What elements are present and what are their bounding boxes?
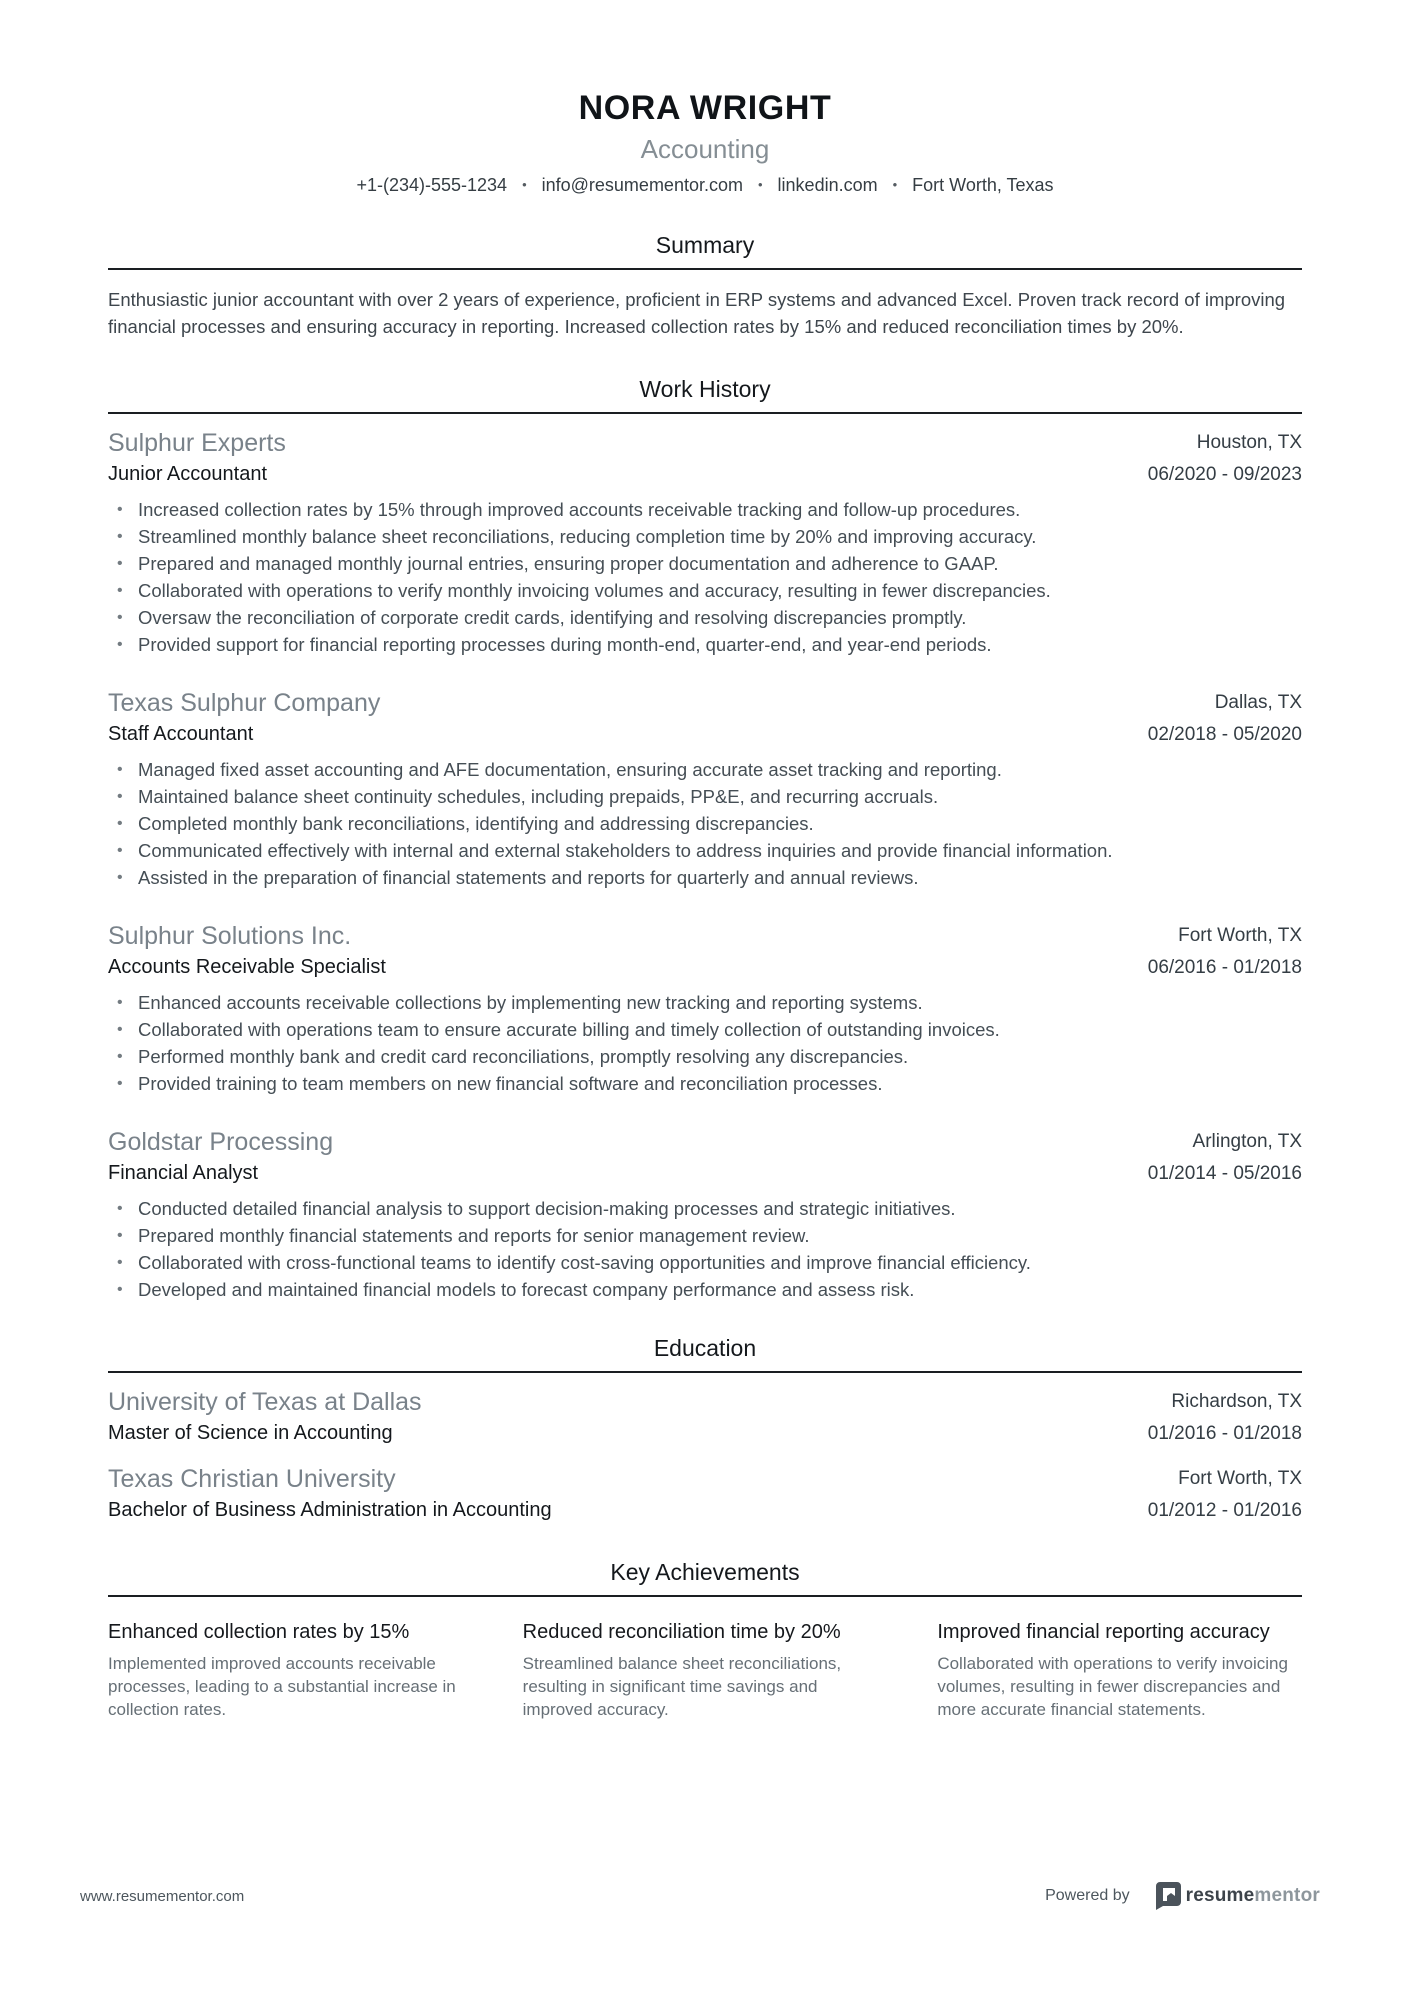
company-name: Goldstar Processing bbox=[108, 1128, 334, 1156]
footer-site-link[interactable]: www.resumementor.com bbox=[80, 1887, 245, 1905]
entry-dates: 06/2020 - 09/2023 bbox=[1147, 464, 1302, 485]
resumementor-logo-text: resumementor bbox=[1185, 1885, 1320, 1906]
job-bullet: • Enhanced accounts receivable collections by implementing new tracking and reporting systems. bbox=[108, 989, 1302, 1016]
entry-dates: 06/2016 - 01/2018 bbox=[1147, 957, 1302, 978]
job-entry bbox=[108, 688, 1302, 891]
contact-separator-dot: • bbox=[522, 177, 527, 192]
job-entry-right bbox=[1148, 1127, 1302, 1186]
degree-name: Master of Science in Accounting bbox=[108, 1422, 393, 1444]
section-divider bbox=[108, 1371, 1302, 1373]
education-entry bbox=[108, 1464, 1302, 1523]
job-bullet: • Maintained balance sheet continuity schedules, including prepaids, PP&E, and recurring accruals. bbox=[108, 783, 1302, 810]
section-divider bbox=[108, 412, 1302, 414]
job-bullet: • Conducted detailed financial analysis to support decision-making processes and strategic initiatives. bbox=[108, 1195, 1302, 1222]
education-entry bbox=[108, 1387, 1302, 1446]
job-bullet: • Increased collection rates by 15% through improved accounts receivable tracking and follow-up procedures. bbox=[108, 496, 1302, 523]
education-entry-head bbox=[108, 1464, 1302, 1523]
contact-item: +1-(234)-555-1234 bbox=[356, 175, 508, 195]
entry-location: Fort Worth, TX bbox=[1178, 925, 1302, 946]
entry-location: Richardson, TX bbox=[1171, 1391, 1302, 1412]
job-bullet: • Collaborated with operations team to ensure accurate billing and timely collection of outstanding invoices. bbox=[108, 1016, 1302, 1043]
footer-branding bbox=[1045, 1882, 1320, 1910]
company-name: Texas Sulphur Company bbox=[108, 689, 381, 717]
achievement-title: Enhanced collection rates by 15% bbox=[108, 1621, 410, 1643]
school-name: Texas Christian University bbox=[108, 1465, 396, 1493]
candidate-name: NORA WRIGHT bbox=[578, 89, 832, 127]
contact-line bbox=[108, 174, 1302, 196]
job-entry-right bbox=[1148, 921, 1302, 980]
job-bullet: • Developed and maintained financial models to forecast company performance and assess risk. bbox=[108, 1276, 1302, 1303]
education-entries bbox=[108, 1387, 1302, 1523]
entry-dates: 01/2016 - 01/2018 bbox=[1147, 1423, 1302, 1444]
entry-dates: 02/2018 - 05/2020 bbox=[1147, 724, 1302, 745]
job-title: Staff Accountant bbox=[108, 723, 254, 745]
summary-section-title: Summary bbox=[655, 232, 755, 258]
job-entry-right bbox=[1148, 688, 1302, 747]
job-bullet: • Provided training to team members on new financial software and reconciliation processes. bbox=[108, 1070, 1302, 1097]
job-bullet: • Collaborated with operations to verify monthly invoicing volumes and accuracy, resulting in fewer discrepancies. bbox=[108, 577, 1302, 604]
job-bullet: • Streamlined monthly balance sheet reconciliations, reducing completion time by 20% and improving accuracy. bbox=[108, 523, 1302, 550]
job-bullet: • Performed monthly bank and credit card reconciliations, promptly resolving any discrepancies. bbox=[108, 1043, 1302, 1070]
resume-header bbox=[108, 88, 1302, 196]
job-bullet-list bbox=[108, 756, 1302, 891]
job-entry-left bbox=[108, 688, 380, 747]
job-entry-head bbox=[108, 428, 1302, 487]
entry-location: Fort Worth, TX bbox=[1178, 1468, 1302, 1489]
job-entry-left bbox=[108, 921, 386, 980]
education-entry-left bbox=[108, 1464, 552, 1523]
section-summary bbox=[108, 230, 1302, 340]
achievement-title: Reduced reconciliation time by 20% bbox=[522, 1621, 841, 1643]
job-entry-head bbox=[108, 1127, 1302, 1186]
job-bullet: • Oversaw the reconciliation of corporate credit cards, identifying and resolving discrepancies promptly. bbox=[108, 604, 1302, 631]
candidate-role: Accounting bbox=[640, 134, 770, 164]
achievement-title: Improved financial reporting accuracy bbox=[937, 1621, 1270, 1643]
summary-text: Enthusiastic junior accountant with over 2 years of experience, proficient in ERP systems and advanced Excel. Proven track record of improving financial processes and ensuring accuracy in reporting. Increased collection rates by 15% and reduced reconciliation times by 20%. bbox=[108, 289, 1286, 337]
job-entry-left bbox=[108, 1127, 333, 1186]
resumementor-logo[interactable] bbox=[1156, 1882, 1320, 1910]
achievement-card bbox=[108, 1619, 473, 1721]
job-title: Financial Analyst bbox=[108, 1162, 259, 1184]
job-bullet: • Collaborated with cross-functional teams to identify cost-saving opportunities and improve financial efficiency. bbox=[108, 1249, 1302, 1276]
section-key-achievements bbox=[108, 1557, 1302, 1721]
section-education bbox=[108, 1333, 1302, 1523]
job-entry-head bbox=[108, 688, 1302, 747]
company-name: Sulphur Experts bbox=[108, 429, 286, 457]
education-entry-left bbox=[108, 1387, 422, 1446]
job-bullet: • Managed fixed asset accounting and AFE documentation, ensuring accurate asset tracking and reporting. bbox=[108, 756, 1302, 783]
job-entry-head bbox=[108, 921, 1302, 980]
achievement-card bbox=[523, 1619, 888, 1721]
job-bullet: • Prepared and managed monthly journal entries, ensuring proper documentation and adherence to GAAP. bbox=[108, 550, 1302, 577]
degree-name: Bachelor of Business Administration in Accounting bbox=[108, 1499, 552, 1521]
contact-separator-dot: • bbox=[757, 177, 763, 192]
job-bullet: • Assisted in the preparation of financial statements and reports for quarterly and annual reviews. bbox=[108, 864, 1302, 891]
achievement-body: Streamlined balance sheet reconciliations, resulting in significant time savings and improved accuracy. bbox=[522, 1654, 842, 1719]
achievement-card bbox=[937, 1619, 1302, 1721]
contact-separator-dot: • bbox=[892, 177, 898, 192]
entry-location: Arlington, TX bbox=[1192, 1131, 1302, 1152]
resumementor-logo-icon bbox=[1156, 1882, 1181, 1910]
achievement-body: Implemented improved accounts receivable processes, leading to a substantial increase in collection rates. bbox=[108, 1654, 456, 1719]
contact-item: Fort Worth, Texas bbox=[912, 175, 1054, 195]
job-bullet-list bbox=[108, 989, 1302, 1097]
education-entry-head bbox=[108, 1387, 1302, 1446]
work-history-entries bbox=[108, 428, 1302, 1303]
entry-dates: 01/2014 - 05/2016 bbox=[1147, 1163, 1302, 1184]
education-entry-right bbox=[1148, 1387, 1302, 1446]
section-divider bbox=[108, 1595, 1302, 1597]
contact-item[interactable]: linkedin.com bbox=[777, 175, 878, 195]
job-entry bbox=[108, 921, 1302, 1097]
page-footer bbox=[80, 1882, 1320, 1910]
entry-location: Dallas, TX bbox=[1214, 692, 1302, 713]
entry-location: Houston, TX bbox=[1196, 432, 1302, 453]
job-title: Junior Accountant bbox=[108, 463, 267, 485]
job-bullet-list bbox=[108, 1195, 1302, 1303]
job-entry-left bbox=[108, 428, 286, 487]
job-title: Accounts Receivable Specialist bbox=[108, 956, 386, 978]
work-history-section-title: Work History bbox=[639, 376, 771, 402]
company-name: Sulphur Solutions Inc. bbox=[108, 922, 352, 950]
job-entry bbox=[108, 1127, 1302, 1303]
contact-item[interactable]: info@resumementor.com bbox=[541, 175, 743, 195]
job-bullet: • Completed monthly bank reconciliations, identifying and addressing discrepancies. bbox=[108, 810, 1302, 837]
job-bullet: • Prepared monthly financial statements and reports for senior management review. bbox=[108, 1222, 1302, 1249]
powered-by-label: Powered by bbox=[1045, 1887, 1130, 1904]
school-name: University of Texas at Dallas bbox=[108, 1388, 422, 1416]
job-entry-right bbox=[1148, 428, 1302, 487]
job-entry bbox=[108, 428, 1302, 658]
job-bullet: • Communicated effectively with internal and external stakeholders to address inquiries and provide financial information. bbox=[108, 837, 1302, 864]
key-achievements-section-title: Key Achievements bbox=[610, 1559, 800, 1585]
job-bullet: • Provided support for financial reporting processes during month-end, quarter-end, and year-end periods. bbox=[108, 631, 1302, 658]
education-entry-right bbox=[1148, 1464, 1302, 1523]
job-bullet-list bbox=[108, 496, 1302, 658]
section-work-history bbox=[108, 374, 1302, 1303]
education-section-title: Education bbox=[653, 1335, 757, 1361]
achievement-body: Collaborated with operations to verify invoicing volumes, resulting in fewer discrepancies and more accurate financial statements. bbox=[937, 1654, 1288, 1719]
entry-dates: 01/2012 - 01/2016 bbox=[1147, 1500, 1302, 1521]
key-achievements-grid bbox=[108, 1619, 1302, 1721]
section-divider bbox=[108, 268, 1302, 270]
